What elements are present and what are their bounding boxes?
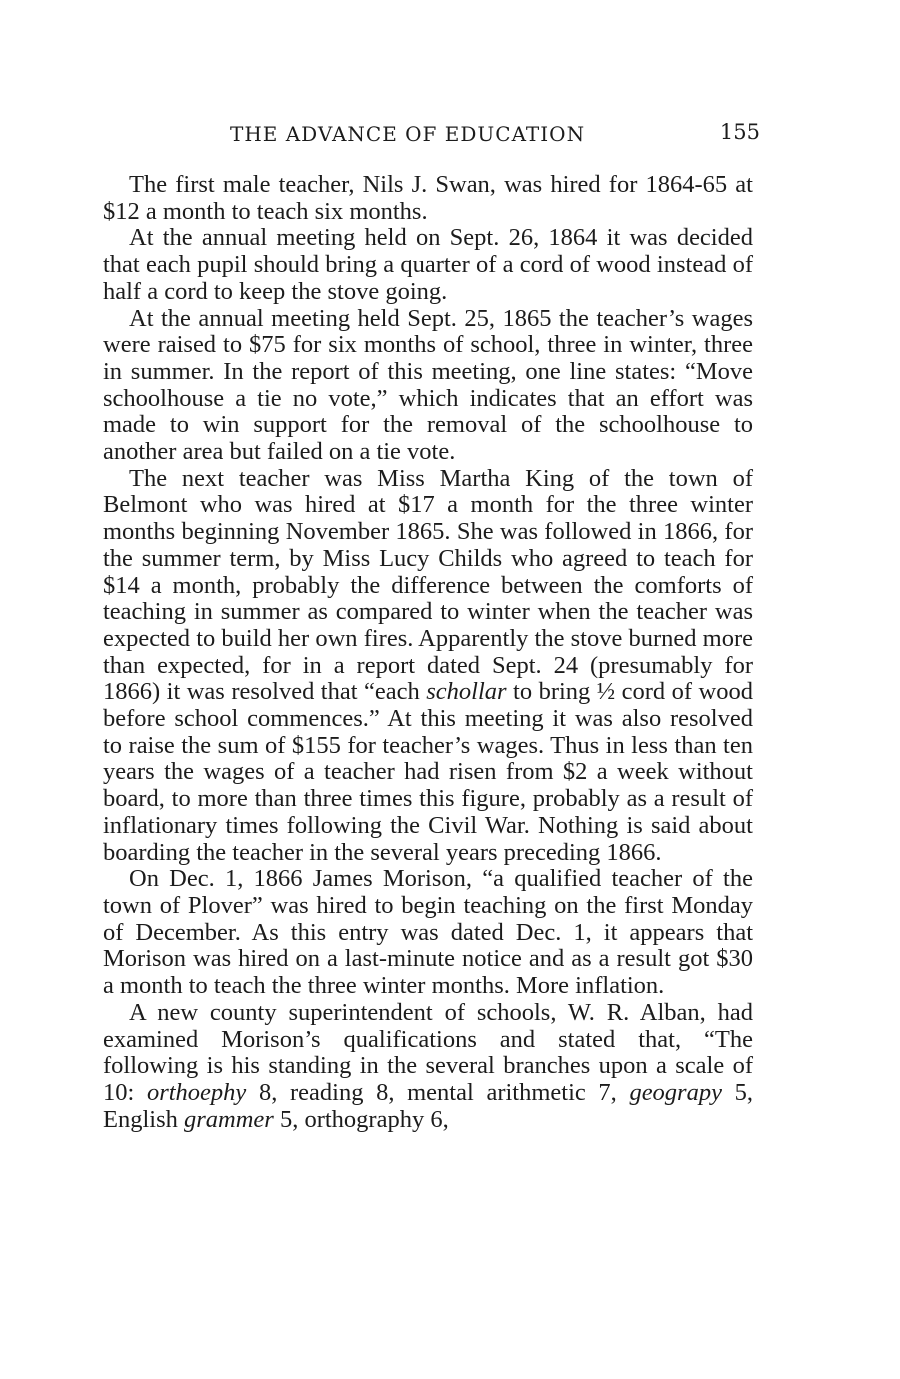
body-text xyxy=(103,172,753,1133)
page-header xyxy=(230,122,760,152)
text-run: The first male teacher, Nils J. Swan, was hired for 1864-65 at $12 a month to teach six months. xyxy=(103,171,753,225)
text-run: 8, reading 8, mental arithmetic 7, xyxy=(246,1078,630,1106)
text-run: On Dec. 1, 1866 James Morison, “a qualified teacher of the town of Plover” was hired to begin teaching on the first Monday of December. As this entry was dated Dec. 1, it appears that Morison was hired on a last-minute notice and as a result got $30 a month to teach the three winter months. More inflation. xyxy=(103,865,753,1000)
text-run: to bring ½ cord of wood before school commences.” At this meeting it was also resolved to raise the sum of $155 for teacher’s wages. Thus in less than ten years the wages of a teacher had risen from $2 a week without board, to more than three times this figure, probably as a result of inflationary times following the Civil War. Nothing is said about boarding the teacher in the several years preceding 1866. xyxy=(103,678,753,866)
paragraph xyxy=(103,172,753,225)
italic-text: orthoephy xyxy=(146,1078,247,1106)
paragraph xyxy=(103,306,753,466)
italic-text: schollar xyxy=(426,678,507,706)
paragraph xyxy=(103,466,753,867)
paragraph xyxy=(103,1000,753,1134)
text-run: 5, orthography 6, xyxy=(273,1105,449,1133)
paragraph xyxy=(103,866,753,1000)
text-run: At the annual meeting held on Sept. 26, 1864 it was decided that each pupil should bring a quarter of a cord of wood instead of half a cord to keep the stove going. xyxy=(103,224,753,305)
page-number: 155 xyxy=(719,120,760,144)
text-run: The next teacher was Miss Martha King of the town of Belmont who was hired at $17 a month for the three winter months beginning November 1865. She was followed in 1866, for the summer term, by Miss Lucy Childs who agreed to teach for $14 a month, probably the difference between the comforts of teaching in summer as compared to winter when the teacher was expected to build her own fires. Apparently the stove burned more than expected, for in a report dated Sept. 24 (presumably for 1866) it was resolved that “each xyxy=(103,464,753,706)
running-title: THE ADVANCE OF EDUCATION xyxy=(230,122,586,146)
paragraph xyxy=(103,225,753,305)
italic-text: grammer xyxy=(184,1105,274,1133)
text-run: 5, English xyxy=(103,1078,754,1133)
text-run: At the annual meeting held Sept. 25, 1865 the teacher’s wages were raised to $75 for six months of school, three in winter, three in summer. In the report of this meeting, one line states: “Move schoolhouse a tie no vote,” which indicates that an effort was made to win support for the removal of the schoolhouse to another area but failed on a tie vote. xyxy=(103,304,753,466)
italic-text: geograpy xyxy=(629,1078,722,1106)
text-run: A new county superintendent of schools, W. R. Alban, had examined Morison’s qualifications and stated that, “The following is his standing in the several branches upon a scale of 10: xyxy=(103,998,753,1106)
